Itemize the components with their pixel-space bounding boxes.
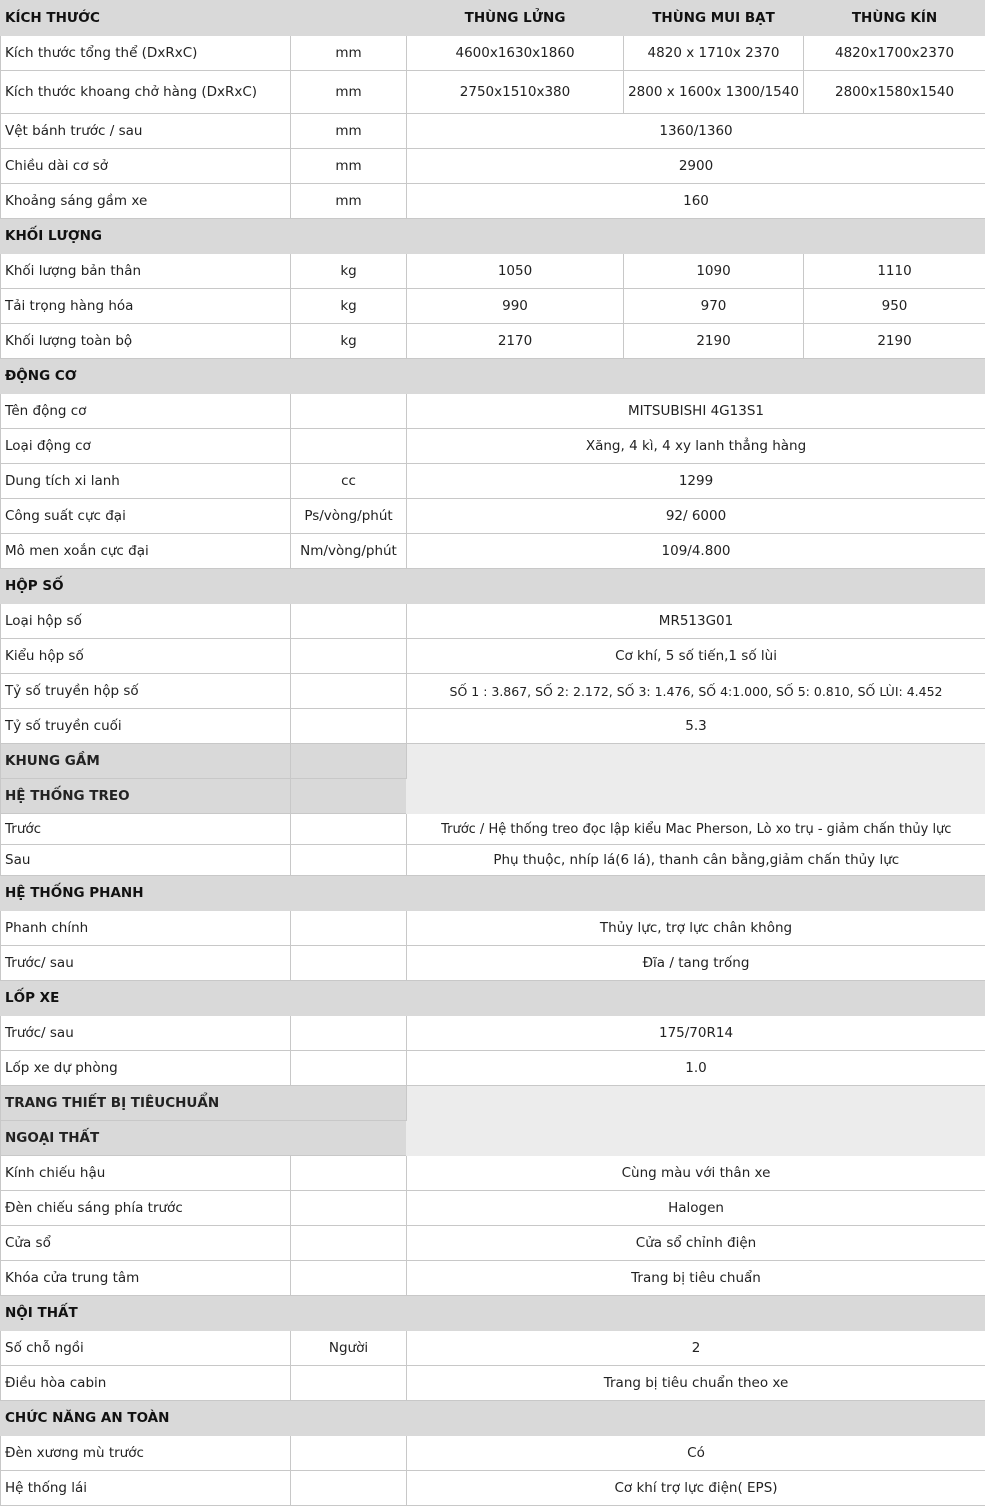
row-unit [291,1436,407,1471]
row-value: Cửa sổ chỉnh điện [407,1226,985,1261]
row-value: 2190 [624,324,804,359]
table-row [1,36,985,71]
row-value: MR513G01 [407,604,985,639]
row-label: Tỷ số truyền hộp số [1,674,291,709]
row-unit [291,639,407,674]
section-title: CHỨC NĂNG AN TOÀN [1,1401,985,1436]
table-row [1,499,985,534]
row-label: Khối lượng bản thân [1,254,291,289]
row-label: Chiều dài cơ sở [1,149,291,184]
row-unit [291,1261,407,1296]
section-khoi-luong [1,219,985,254]
row-label: Lốp xe dự phòng [1,1051,291,1086]
row-value: Trang bị tiêu chuẩn [407,1261,985,1296]
row-value: 970 [624,289,804,324]
row-label: Cửa sổ [1,1226,291,1261]
row-unit [291,1471,407,1506]
section-title: ĐỘNG CƠ [1,359,985,394]
section-kich-thuoc [1,1,985,36]
row-value: 1110 [804,254,985,289]
section-he-thong-phanh [1,876,985,911]
row-value: 950 [804,289,985,324]
row-unit: cc [291,464,407,499]
row-value: MITSUBISHI 4G13S1 [407,394,985,429]
row-value: Cơ khí, 5 số tiến,1 số lùi [407,639,985,674]
row-unit [291,1016,407,1051]
row-label: Khối lượng toàn bộ [1,324,291,359]
table-row [1,71,985,114]
row-value: 92/ 6000 [407,499,985,534]
section-title: HỘP SỐ [1,569,985,604]
column-header: THÙNG LỬNG [407,1,624,36]
row-unit [291,394,407,429]
row-unit [291,911,407,946]
section-spacer [407,744,985,814]
row-label: Kiểu hộp số [1,639,291,674]
table-row [1,1366,985,1401]
row-value: 2 [407,1331,985,1366]
row-unit: kg [291,289,407,324]
section-title: KHỐI LƯỢNG [1,219,985,254]
row-value: 4820 x 1710x 2370 [624,36,804,71]
row-value: SỐ 1 : 3.867, SỐ 2: 2.172, SỐ 3: 1.476, SỐ 4:1.000, SỐ 5: 0.810, SỐ LÙI: 4.452 [407,674,985,709]
row-value: Thủy lực, trợ lực chân không [407,911,985,946]
section-spacer [407,1086,985,1156]
row-value: 1299 [407,464,985,499]
section-title: TRANG THIẾT BỊ TIÊUCHUẨN [1,1086,407,1121]
table-row [1,289,985,324]
row-label: Kính chiếu hậu [1,1156,291,1191]
row-value: 5.3 [407,709,985,744]
table-row [1,1471,985,1506]
row-unit [291,946,407,981]
table-row [1,709,985,744]
table-row [1,604,985,639]
table-row [1,534,985,569]
row-value: Cùng màu với thân xe [407,1156,985,1191]
row-label: Trước/ sau [1,1016,291,1051]
section-an-toan [1,1401,985,1436]
row-label: Dung tích xi lanh [1,464,291,499]
row-unit: mm [291,149,407,184]
row-label: Vệt bánh trước / sau [1,114,291,149]
table-row [1,1156,985,1191]
row-label: Hệ thống lái [1,1471,291,1506]
row-unit [291,1156,407,1191]
row-label: Sau [1,845,291,876]
row-unit: mm [291,114,407,149]
table-row [1,1331,985,1366]
row-value: Có [407,1436,985,1471]
row-label: Công suất cực đại [1,499,291,534]
row-label: Đèn xương mù trước [1,1436,291,1471]
row-unit: kg [291,254,407,289]
row-unit [291,1366,407,1401]
section-title: KHUNG GẦM [1,744,291,779]
row-value: Phụ thuộc, nhíp lá(6 lá), thanh cân bằng,giảm chấn thủy lực [407,845,985,876]
table-row [1,814,985,845]
section-noi-that [1,1296,985,1331]
row-label: Phanh chính [1,911,291,946]
row-unit: Nm/vòng/phút [291,534,407,569]
section-title: HỆ THỐNG PHANH [1,876,985,911]
row-unit [291,674,407,709]
row-value: 990 [407,289,624,324]
row-label: Trước/ sau [1,946,291,981]
row-value: Xăng, 4 kì, 4 xy lanh thẳng hàng [407,429,985,464]
section-title: KÍCH THƯỚC [1,1,407,36]
table-row [1,1226,985,1261]
table-row [1,114,985,149]
row-value: 2750x1510x380 [407,71,624,114]
row-value: Đĩa / tang trống [407,946,985,981]
row-label: Số chỗ ngồi [1,1331,291,1366]
table-row [1,1051,985,1086]
table-row [1,911,985,946]
section-title: HỆ THỐNG TREO [1,779,291,814]
table-row [1,674,985,709]
row-unit: Ps/vòng/phút [291,499,407,534]
row-value: 2900 [407,149,985,184]
table-row [1,639,985,674]
section-lop-xe [1,981,985,1016]
row-label: Điều hòa cabin [1,1366,291,1401]
table-row [1,946,985,981]
section-dong-co [1,359,985,394]
section-khung-gam [1,744,985,779]
row-value: 4600x1630x1860 [407,36,624,71]
table-row [1,1191,985,1226]
section-trang-thiet-bi [1,1086,985,1121]
section-title: LỐP XE [1,981,985,1016]
row-unit: mm [291,184,407,219]
row-value: 109/4.800 [407,534,985,569]
row-unit [291,709,407,744]
column-header: THÙNG KÍN [804,1,985,36]
section-title: NỘI THẤT [1,1296,985,1331]
row-unit [291,1051,407,1086]
row-value: 1050 [407,254,624,289]
row-value: 160 [407,184,985,219]
row-label: Kích thước khoang chở hàng (DxRxC) [1,71,291,114]
row-value: 4820x1700x2370 [804,36,985,71]
row-value: 1.0 [407,1051,985,1086]
table-row [1,1016,985,1051]
row-value: 175/70R14 [407,1016,985,1051]
table-row [1,464,985,499]
section-hop-so [1,569,985,604]
row-value: 2800x1580x1540 [804,71,985,114]
table-row [1,149,985,184]
row-unit [291,1191,407,1226]
row-label: Mô men xoắn cực đại [1,534,291,569]
table-row [1,184,985,219]
row-unit: Người [291,1331,407,1366]
row-value: 1360/1360 [407,114,985,149]
row-label: Đèn chiếu sáng phía trước [1,1191,291,1226]
row-value: 1090 [624,254,804,289]
row-unit [291,604,407,639]
row-label: Khoảng sáng gầm xe [1,184,291,219]
row-label: Kích thước tổng thể (DxRxC) [1,36,291,71]
row-label: Tải trọng hàng hóa [1,289,291,324]
row-unit [291,429,407,464]
row-value: Cơ khí trợ lực điện( EPS) [407,1471,985,1506]
column-header: THÙNG MUI BẠT [624,1,804,36]
row-label: Tên động cơ [1,394,291,429]
row-label: Khóa cửa trung tâm [1,1261,291,1296]
table-row [1,429,985,464]
section-title: NGOẠI THẤT [1,1121,407,1156]
row-label: Loại động cơ [1,429,291,464]
row-unit [291,1226,407,1261]
section-spacer [291,744,407,779]
row-value: Halogen [407,1191,985,1226]
section-spacer [291,779,407,814]
row-label: Loại hộp số [1,604,291,639]
row-value: 2170 [407,324,624,359]
row-unit [291,845,407,876]
row-unit: kg [291,324,407,359]
table-row [1,254,985,289]
row-value: 2190 [804,324,985,359]
row-value: Trước / Hệ thống treo đọc lập kiểu Mac Pherson, Lò xo trụ - giảm chấn thủy lực [407,814,985,845]
table-row [1,1261,985,1296]
table-row [1,845,985,876]
row-value: 2800 x 1600x 1300/1540 [624,71,804,114]
row-unit: mm [291,71,407,114]
table-row [1,1436,985,1471]
row-label: Trước [1,814,291,845]
row-label: Tỷ số truyền cuối [1,709,291,744]
table-row [1,394,985,429]
row-unit [291,814,407,845]
row-unit: mm [291,36,407,71]
table-row [1,324,985,359]
row-value: Trang bị tiêu chuẩn theo xe [407,1366,985,1401]
